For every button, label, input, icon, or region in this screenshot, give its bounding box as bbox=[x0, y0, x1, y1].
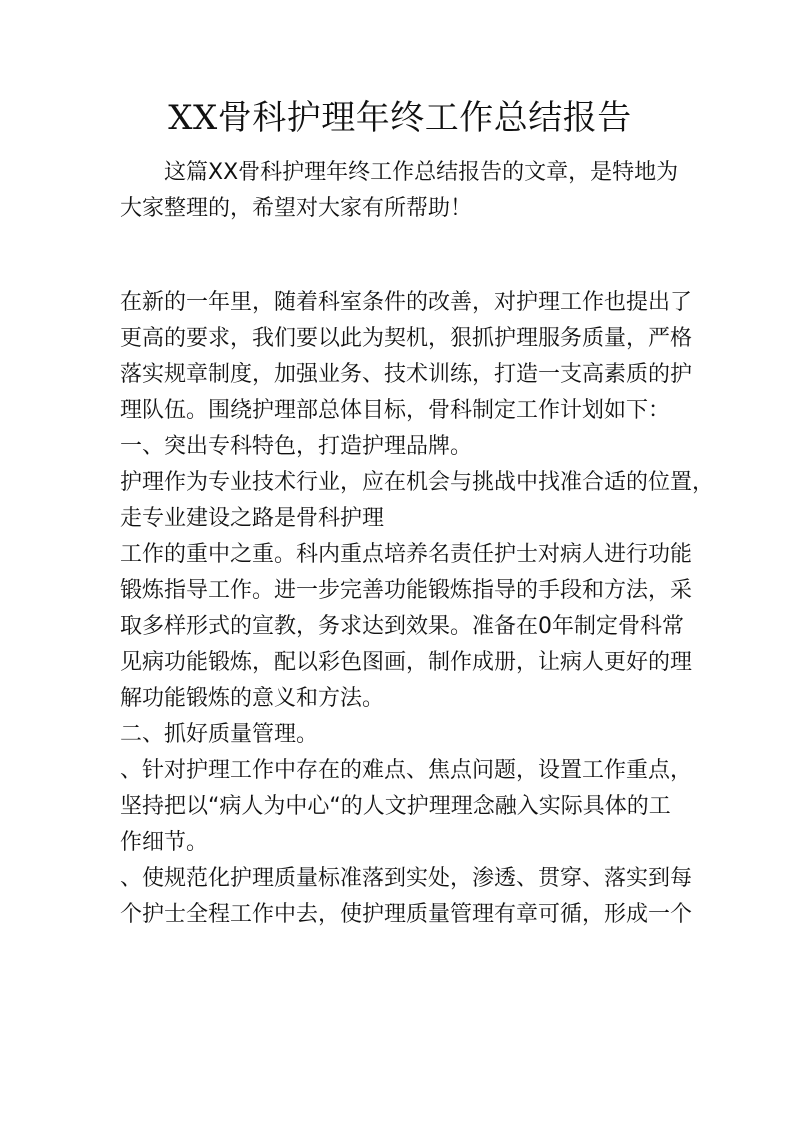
intro-line: 这篇XX骨科护理年终工作总结报告的文章，是特地为 bbox=[164, 160, 679, 185]
body-line: 工作的重中之重。科内重点培养名责任护士对病人进行功能 bbox=[120, 542, 693, 567]
document-title: XX骨科护理年终工作总结报告 bbox=[168, 98, 632, 138]
body-line: 落实规章制度，加强业务、技术训练，打造一支高素质的护 bbox=[120, 362, 693, 387]
body-line: 取多样形式的宣教，务求达到效果。准备在0年制定骨科常 bbox=[120, 614, 684, 639]
body-line: 个护士全程工作中去，使护理质量管理有章可循，形成一个 bbox=[120, 902, 693, 927]
body-line: 理队伍。围绕护理部总体目标，骨科制定工作计划如下： bbox=[120, 398, 671, 423]
body-line: 、使规范化护理质量标准落到实处，渗透、贯穿、落实到每 bbox=[120, 866, 693, 891]
section-heading: 二、抓好质量管理。 bbox=[120, 722, 319, 747]
body-line: 见病功能锻炼，配以彩色图画，制作成册，让病人更好的理 bbox=[120, 650, 693, 675]
body-line: 护理作为专业技术行业，应在机会与挑战中找准合适的位置， bbox=[120, 470, 715, 495]
body-line: 锻炼指导工作。进一步完善功能锻炼指导的手段和方法，采 bbox=[120, 578, 693, 603]
body-line: 坚持把以“病人为中心“的人文护理理念融入实际具体的工 bbox=[120, 794, 671, 819]
intro-paragraph bbox=[120, 155, 690, 227]
document-body bbox=[120, 285, 715, 933]
body-line: 作细节。 bbox=[120, 830, 209, 855]
body-line: 、针对护理工作中存在的难点、焦点问题，设置工作重点， bbox=[120, 758, 693, 783]
body-line: 更高的要求，我们要以此为契机，狠抓护理服务质量，严格 bbox=[120, 326, 693, 351]
section-heading: 一、突出专科特色，打造护理品牌。 bbox=[120, 434, 473, 459]
intro-line: 大家整理的，希望对大家有所帮助！ bbox=[120, 196, 473, 221]
body-line: 在新的一年里，随着科室条件的改善，对护理工作也提出了 bbox=[120, 290, 693, 315]
body-line: 走专业建设之路是骨科护理 bbox=[120, 506, 385, 531]
body-line: 解功能锻炼的意义和方法。 bbox=[120, 686, 385, 711]
